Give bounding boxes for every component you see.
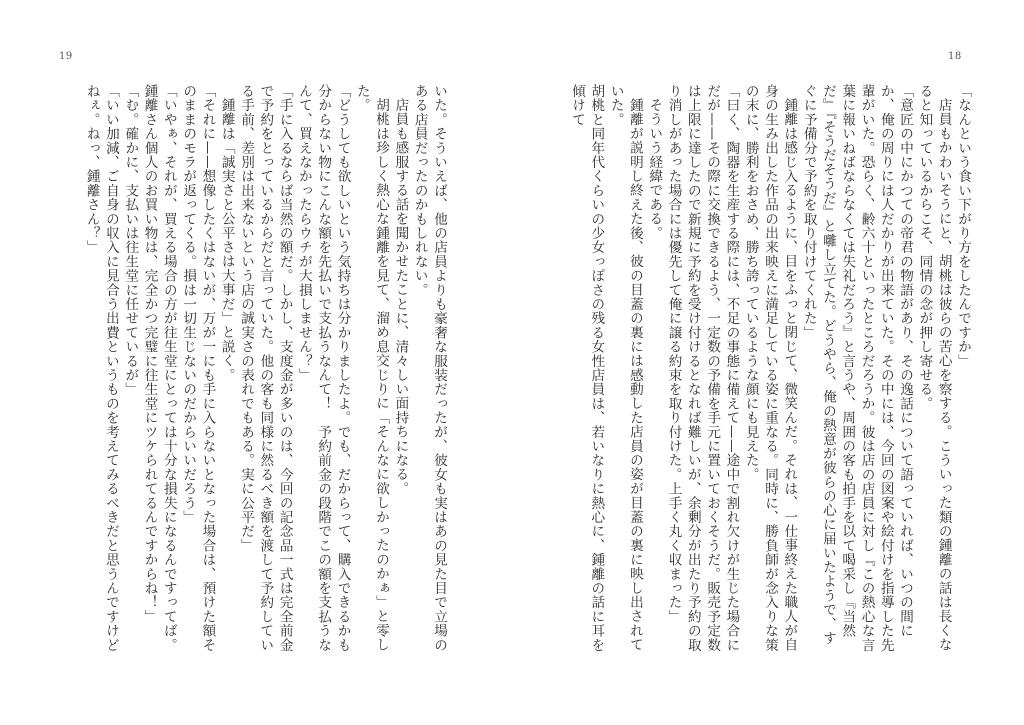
dialogue-paragraph: 「意匠の中にかつての帝君の物語があり、その逸話について語っていれば、いつの間にか、俺の周りには人だかりが出来ていた。その中には、今回の図案や絵付けを指導した先輩がいた。恐らく、齢六十といったところだろうか。彼は店の店員に対し『この熱心な言葉に報いねばならなくては失礼だろう』と言うや、周囲の客も拍手を以て喝采し『当然だ』『そうだそうだ』と囃し立てた。どうやら、俺の熱意が彼らの心に届いたようで、すぐに予備分で予約を取り付けてくれた」 xyxy=(800,84,914,652)
dialogue-paragraph: 「いい加減、ご自身の収入に見合う出費というものを考えてみるべきだと思うんですけどねぇ。ねっ、鍾離さん？」 xyxy=(83,84,119,652)
paragraph: そういう経緯である。 xyxy=(646,97,663,240)
paragraph: 店員もかわいそうにと、胡桃は彼らの苦心を察する。こういった類の鍾離の話は長くなると知っているからこそ、同情の念が押し寄せる。 xyxy=(916,84,952,652)
paragraph: 鍾離は感じ入るように、目をふっと閉じて、微笑んだ。それは、一仕事終えた職人が自身の生み出した作品の出来映えに満足している姿に重なる。同時に、勝負師が念入りな策の末に、勝利をおさめ、勝ち誇っているような顔にも見えた。 xyxy=(742,84,798,652)
paragraph: 鍾離は「誠実さと公平さは大事だ」と説く。 xyxy=(218,97,235,382)
right-page xyxy=(512,0,1024,725)
paragraph: 胡桃と同年代くらいの少女っぽさの残る女性店員は、若いなりに熱心に、鍾離の話に耳を傾けて xyxy=(569,84,605,652)
page-body-text xyxy=(569,84,972,654)
page-number: 18 xyxy=(948,51,962,62)
dialogue-paragraph: 「なんという食い下がり方をしたんですか」 xyxy=(955,84,971,368)
page-number: 19 xyxy=(59,51,73,62)
paragraph: 胡桃は珍しく熱心な鍾離を見て、溜め息交じりに「そんなに欲しかったのかぁ」と零した。 xyxy=(353,84,390,652)
dialogue-paragraph: 「どうしても欲しいという気持ちは分かりましたよ。でも、だからって、購入できるかも分からない物にこんな額を先払いで支払うなんて！ 予約前金の段階でこの額を支払うなんて、買えなかったらウチが大損しません？」 xyxy=(295,84,351,652)
dialogue-paragraph: 「手に入るならば当然の額だ。しかし、支度金が多いのは、今回の記念品一式は完全前金で予約をとっているからだと言っていた。他の客も同様に然るべき額を渡して予約している手前、差別は出来ないという店の誠実さの表れでもある。実に公平だ」 xyxy=(238,84,293,652)
paragraph: いた。そういえば、他の店員よりも豪奢な服装だったが、彼女も実はあの見た目で立場のある店員だったのかもしれない。 xyxy=(411,84,447,652)
paragraph: 鍾離が説明し終えた後、彼の目蓋の裏には感動した店員の姿が目蓋の裏に映し出されていた。 xyxy=(607,84,643,652)
page-body-text xyxy=(58,84,448,654)
dialogue-paragraph: 「曰く、陶器を生産する際には、不足の事態に備えて——途中で割れ欠けが生じた場合にだが——その際に交換できるよう、一定数の予備を手元に置いておくそうだ。販売予定数は上限に達したので新規に予約を受け付けるとなれば難しいが、余剰分が出たり予約の取り消しがあった場合には優先して俺に譲る約束を取り付けた。上手く丸く収まった」 xyxy=(665,84,740,652)
dialogue-paragraph: 「いやぁ、それが、買える場合の方が往生堂にとっては十分な損失になるんですってば。鍾離さん個人のお買い物は、完全かつ完璧に往生堂にツケられてるんですからね！」 xyxy=(141,84,177,652)
dialogue-paragraph: 「む。確かに、支払いは往生堂に任せているが」 xyxy=(122,84,139,397)
dialogue-paragraph: 「それに——想像したくはないが、万が一にも手に入らないとなった場合は、預けた額そのままのモラが返ってくる。損は一切生じないのだからいいだろう」 xyxy=(180,84,216,652)
paragraph: 店員も感服する話を聞かせたことに、清々しい面持ちになる。 xyxy=(392,97,409,496)
